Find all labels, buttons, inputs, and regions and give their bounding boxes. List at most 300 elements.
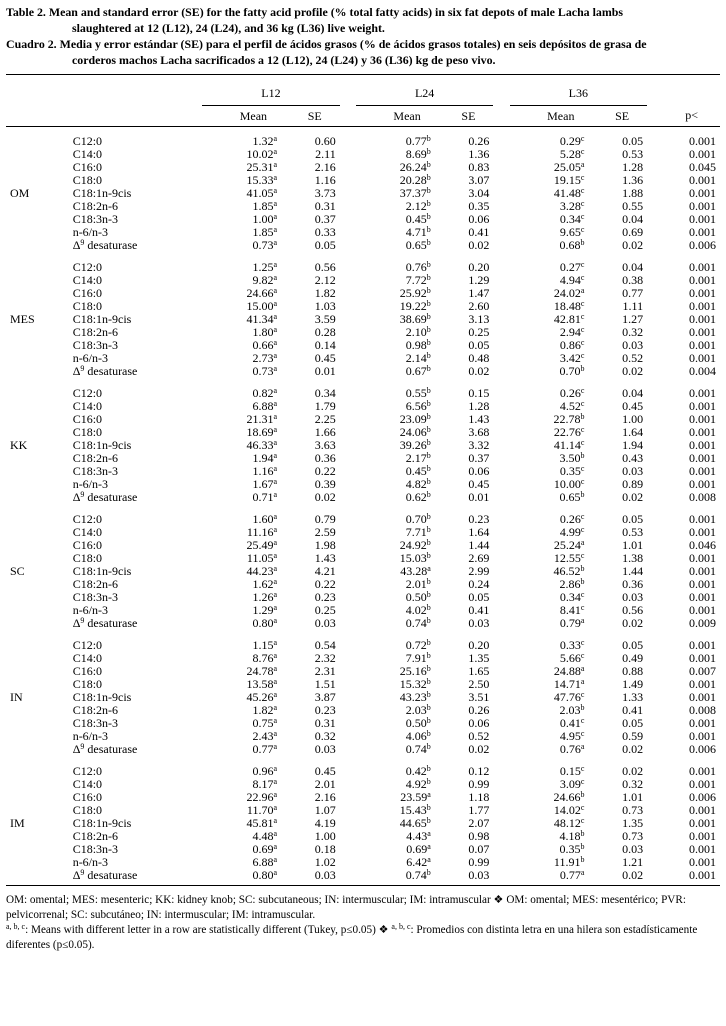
mean-number: 4.99 bbox=[559, 525, 581, 539]
p-value: 0.001 bbox=[689, 273, 716, 287]
mean-number: 1.80 bbox=[252, 325, 274, 339]
se-value-l3: 0.89 bbox=[622, 477, 644, 491]
significance-letter: c bbox=[580, 260, 585, 269]
significance-letter: a bbox=[580, 538, 585, 547]
se-value-l3: 0.52 bbox=[622, 351, 644, 365]
mean-number: 15.43 bbox=[399, 803, 427, 817]
se-value-l3: 1.33 bbox=[622, 690, 644, 704]
caption-en-cont bbox=[6, 20, 720, 36]
footnote-sig-superscript: a, b, c bbox=[6, 922, 26, 931]
p-value: 0.001 bbox=[689, 816, 716, 830]
significance-letter: c bbox=[580, 351, 585, 360]
mean-number: 5.66 bbox=[559, 651, 581, 665]
fatty-acid-name: n-6/n-3 bbox=[72, 603, 109, 617]
p-value: 0.001 bbox=[689, 260, 716, 274]
se-value-l3: 0.53 bbox=[622, 147, 644, 161]
mean-number: 8.69 bbox=[405, 147, 427, 161]
significance-letter: a bbox=[427, 842, 431, 851]
significance-letter: b bbox=[426, 464, 431, 473]
mean-number: 19.22 bbox=[399, 299, 427, 313]
significance-letter: b bbox=[426, 260, 431, 269]
se-value-l2: 1.18 bbox=[468, 790, 490, 804]
p-value: 0.001 bbox=[689, 312, 716, 326]
mean-number: 8.41 bbox=[559, 603, 581, 617]
mean-number: 0.69 bbox=[406, 842, 428, 856]
se-value-l3: 0.53 bbox=[622, 525, 644, 539]
mean-number: 42.81 bbox=[553, 312, 581, 326]
mean-number: 5.28 bbox=[559, 147, 581, 161]
significance-letter: a bbox=[273, 438, 278, 447]
significance-letter: a bbox=[273, 451, 278, 460]
significance-letter: a bbox=[273, 464, 278, 473]
depot-label-om: OM bbox=[10, 186, 30, 200]
fatty-acid-name: C16:0 bbox=[72, 412, 103, 426]
se-value-l2: 3.68 bbox=[468, 425, 490, 439]
mean-value-l3 bbox=[510, 365, 589, 378]
se-value-l2: 0.12 bbox=[468, 764, 490, 778]
significance-letter: c bbox=[580, 729, 585, 738]
mean-number: 22.78 bbox=[553, 412, 581, 426]
footnote-sig-line-2: son estadísticamente diferentes (p≤0.05). bbox=[6, 924, 698, 951]
significance-letter: b bbox=[426, 412, 431, 421]
se-value-l2: 1.64 bbox=[468, 525, 490, 539]
mean-number: 47.76 bbox=[553, 690, 581, 704]
significance-letter: b bbox=[580, 703, 585, 712]
se-value-l3: 0.56 bbox=[622, 603, 644, 617]
table-bottom-rule bbox=[6, 882, 720, 886]
fatty-acid-name: n-6/n-3 bbox=[72, 225, 109, 239]
table-row bbox=[6, 135, 720, 148]
table-row bbox=[6, 665, 720, 678]
se-value-l2: 1.77 bbox=[468, 803, 490, 817]
se-value-l2: 2.50 bbox=[468, 677, 490, 691]
mean-number: 0.33 bbox=[559, 638, 581, 652]
se-value-l2: 1.43 bbox=[468, 412, 490, 426]
p-value: 0.001 bbox=[689, 464, 716, 478]
p-value: 0.004 bbox=[689, 364, 716, 378]
significance-letter: a bbox=[427, 564, 431, 573]
se-value-l3: 0.02 bbox=[622, 616, 644, 630]
se-value-l3: 1.94 bbox=[622, 438, 644, 452]
mean-number: 1.25 bbox=[252, 260, 274, 274]
significance-letter: a bbox=[273, 260, 278, 269]
mean-number: 1.29 bbox=[252, 603, 274, 617]
se-value-l1: 1.79 bbox=[314, 399, 336, 413]
se-value-l2: 0.99 bbox=[468, 855, 490, 869]
significance-letter: c bbox=[580, 816, 585, 825]
mean-number: 7.71 bbox=[405, 525, 427, 539]
fatty-acid-name: n-6/n-3 bbox=[72, 729, 109, 743]
se-value-l2: 0.02 bbox=[468, 238, 490, 252]
fatty-acid-name: C18:0 bbox=[72, 425, 103, 439]
p-value: 0.001 bbox=[689, 677, 716, 691]
significance-letter: a bbox=[273, 803, 278, 812]
mean-number: 24.06 bbox=[399, 425, 427, 439]
se-value-l3: 1.11 bbox=[622, 299, 644, 313]
se-value-l1: 0.02 bbox=[314, 490, 336, 504]
se-value-l1: 0.23 bbox=[314, 703, 336, 717]
p-value: 0.001 bbox=[689, 425, 716, 439]
mean-number: 9.65 bbox=[559, 225, 581, 239]
se-value-l3: 0.05 bbox=[622, 134, 644, 148]
se-value-l1: 0.22 bbox=[314, 577, 336, 591]
significance-letter: a bbox=[273, 386, 278, 395]
table-row bbox=[6, 161, 720, 174]
fatty-acid-name: C18:2n-6 bbox=[72, 199, 119, 213]
mean-number: 4.95 bbox=[559, 729, 581, 743]
se-value-l3: 0.36 bbox=[622, 577, 644, 591]
se-value-l3: 0.73 bbox=[622, 829, 644, 843]
mean-number: 0.45 bbox=[405, 464, 427, 478]
mean-number: 44.23 bbox=[246, 564, 274, 578]
p-value: 0.001 bbox=[689, 512, 716, 526]
significance-letter: a bbox=[273, 425, 278, 434]
se-value-l2: 1.28 bbox=[468, 399, 490, 413]
se-value-l2: 0.20 bbox=[468, 638, 490, 652]
significance-letter: a bbox=[273, 399, 278, 408]
mean-number: 0.27 bbox=[559, 260, 581, 274]
se-value-l2: 3.13 bbox=[468, 312, 490, 326]
p-value: 0.001 bbox=[689, 286, 716, 300]
mean-number: 0.73 bbox=[252, 238, 274, 252]
se-value-l1: 1.51 bbox=[314, 677, 336, 691]
mean-number: 4.94 bbox=[559, 273, 581, 287]
significance-letter: a bbox=[273, 173, 278, 182]
fatty-acid-label bbox=[69, 239, 202, 252]
table-row bbox=[6, 387, 720, 400]
mean-number: 3.50 bbox=[559, 451, 581, 465]
se-value-l3: 0.02 bbox=[622, 868, 644, 882]
table-footnotes bbox=[6, 893, 720, 953]
se-value-l3: 0.03 bbox=[622, 338, 644, 352]
se-value-l2: 0.03 bbox=[468, 616, 490, 630]
p-value: 0.001 bbox=[689, 651, 716, 665]
significance-letter: b bbox=[426, 677, 431, 686]
se-value-l3: 0.38 bbox=[622, 273, 644, 287]
p-value: 0.001 bbox=[689, 803, 716, 817]
significance-letter: b bbox=[426, 525, 431, 534]
table-row bbox=[6, 526, 720, 539]
se-value-l3: 0.59 bbox=[622, 729, 644, 743]
significance-letter: a bbox=[273, 477, 278, 486]
se-value-l2: 0.03 bbox=[468, 868, 490, 882]
table-row bbox=[6, 778, 720, 791]
se-value-l2: 1.44 bbox=[468, 538, 490, 552]
table-row bbox=[6, 717, 720, 730]
mean-number: 0.41 bbox=[559, 716, 581, 730]
mean-number: 4.92 bbox=[405, 777, 427, 791]
p-value: 0.001 bbox=[689, 412, 716, 426]
se-value-l3: 0.41 bbox=[622, 703, 644, 717]
fatty-acid-name: Δ bbox=[72, 364, 81, 378]
se-value-l2: 3.07 bbox=[468, 173, 490, 187]
se-value-l1: 0.60 bbox=[314, 134, 336, 148]
se-value-l1: 1.66 bbox=[314, 425, 336, 439]
se-value-l3: 0.03 bbox=[622, 590, 644, 604]
significance-letter: a bbox=[273, 829, 278, 838]
se-value-l1: 0.03 bbox=[314, 616, 336, 630]
mean-number: 20.28 bbox=[399, 173, 427, 187]
significance-letter: b bbox=[580, 490, 585, 499]
se-value-l3: 0.55 bbox=[622, 199, 644, 213]
mean-number: 25.05 bbox=[553, 160, 581, 174]
p-value: 0.009 bbox=[689, 616, 716, 630]
significance-letter: a bbox=[273, 590, 278, 599]
mean-number: 0.74 bbox=[405, 868, 427, 882]
depot-label-mes: MES bbox=[10, 312, 35, 326]
significance-letter: c bbox=[580, 438, 585, 447]
significance-letter: b bbox=[580, 238, 585, 247]
mean-number: 2.03 bbox=[559, 703, 581, 717]
se-value-l3: 0.04 bbox=[622, 386, 644, 400]
significance-letter: a bbox=[427, 829, 431, 838]
mean-number: 0.34 bbox=[559, 212, 581, 226]
significance-letter: a bbox=[273, 703, 278, 712]
p-value: 0.001 bbox=[689, 134, 716, 148]
significance-letter: a bbox=[273, 616, 278, 625]
group-separator bbox=[6, 378, 720, 387]
se-header-l12: SE bbox=[307, 108, 322, 123]
p-value: 0.001 bbox=[689, 338, 716, 352]
significance-letter: c bbox=[580, 690, 585, 699]
mean-value-l3 bbox=[510, 869, 589, 882]
mean-number: 25.16 bbox=[399, 664, 427, 678]
se-value-l3: 1.01 bbox=[622, 538, 644, 552]
table-row bbox=[6, 869, 720, 882]
fatty-acid-label bbox=[69, 617, 202, 630]
significance-letter: c bbox=[580, 273, 585, 282]
significance-letter: c bbox=[580, 651, 585, 660]
significance-letter: b bbox=[426, 364, 431, 373]
se-value-l2: 3.04 bbox=[468, 186, 490, 200]
se-value-l2: 0.45 bbox=[468, 477, 490, 491]
group-header-row bbox=[6, 85, 720, 106]
p-value: 0.001 bbox=[689, 638, 716, 652]
se-value-l1: 1.16 bbox=[314, 173, 336, 187]
significance-letter: b bbox=[426, 638, 431, 647]
se-value-l2: 0.01 bbox=[468, 490, 490, 504]
fatty-acid-name: C18:1n-9cis bbox=[72, 438, 132, 452]
se-value-l3: 0.04 bbox=[622, 260, 644, 274]
significance-letter: a bbox=[273, 664, 278, 673]
se-value-l1: 2.31 bbox=[314, 664, 336, 678]
significance-letter: b bbox=[426, 616, 431, 625]
significance-letter: c bbox=[580, 325, 585, 334]
significance-letter: a bbox=[273, 412, 278, 421]
group-separator bbox=[6, 756, 720, 765]
mean-value-l3 bbox=[510, 617, 589, 630]
significance-letter: c bbox=[580, 199, 585, 208]
mean-number: 2.01 bbox=[405, 577, 427, 591]
significance-letter: b bbox=[426, 338, 431, 347]
table-row bbox=[6, 652, 720, 665]
table-row bbox=[6, 465, 720, 478]
mean-number: 2.10 bbox=[405, 325, 427, 339]
se-value-l3: 1.01 bbox=[622, 790, 644, 804]
se-value-l2: 2.99 bbox=[468, 564, 490, 578]
significance-letter: c bbox=[580, 186, 585, 195]
mean-number: 41.48 bbox=[553, 186, 581, 200]
mean-number: 22.96 bbox=[246, 790, 274, 804]
se-value-l3: 0.88 bbox=[622, 664, 644, 678]
mean-number: 0.69 bbox=[252, 842, 274, 856]
se-value-l1: 0.03 bbox=[314, 742, 336, 756]
se-value-l2: 1.35 bbox=[468, 651, 490, 665]
mean-number: 0.42 bbox=[405, 764, 427, 778]
fatty-acid-superscript: 9 bbox=[80, 742, 85, 751]
mean-number: 4.52 bbox=[559, 399, 581, 413]
table-row bbox=[6, 339, 720, 352]
significance-letter: a bbox=[273, 525, 278, 534]
se-value-l3: 0.43 bbox=[622, 451, 644, 465]
se-value-l1: 0.25 bbox=[314, 603, 336, 617]
mean-number: 0.80 bbox=[252, 616, 274, 630]
mean-number: 1.15 bbox=[252, 638, 274, 652]
mean-number: 0.50 bbox=[405, 590, 427, 604]
significance-letter: a bbox=[273, 842, 278, 851]
mean-number: 4.18 bbox=[559, 829, 581, 843]
significance-letter: c bbox=[580, 777, 585, 786]
p-value: 0.006 bbox=[689, 790, 716, 804]
mean-number: 2.94 bbox=[559, 325, 581, 339]
mean-number: 0.50 bbox=[405, 716, 427, 730]
se-value-l1: 2.01 bbox=[314, 777, 336, 791]
p-value: 0.001 bbox=[689, 199, 716, 213]
significance-letter: b bbox=[426, 651, 431, 660]
significance-letter: b bbox=[426, 199, 431, 208]
mean-number: 24.78 bbox=[246, 664, 274, 678]
significance-letter: a bbox=[273, 338, 278, 347]
se-value-l3: 0.73 bbox=[622, 803, 644, 817]
p-value: 0.001 bbox=[689, 225, 716, 239]
p-value: 0.045 bbox=[689, 160, 716, 174]
significance-letter: b bbox=[426, 551, 431, 560]
mean-number: 45.26 bbox=[246, 690, 274, 704]
significance-letter: b bbox=[426, 664, 431, 673]
significance-letter: a bbox=[273, 286, 278, 295]
se-value-l3: 1.36 bbox=[622, 173, 644, 187]
se-value-l2: 0.37 bbox=[468, 451, 490, 465]
se-value-l2: 0.20 bbox=[468, 260, 490, 274]
mean-number: 21.31 bbox=[246, 412, 274, 426]
mean-number: 2.03 bbox=[405, 703, 427, 717]
fatty-acid-name: C18:2n-6 bbox=[72, 325, 119, 339]
se-value-l1: 1.03 bbox=[314, 299, 336, 313]
se-value-l2: 1.47 bbox=[468, 286, 490, 300]
significance-letter: b bbox=[426, 816, 431, 825]
se-value-l2: 3.51 bbox=[468, 690, 490, 704]
fatty-acid-name: C14:0 bbox=[72, 777, 103, 791]
table-row bbox=[6, 213, 720, 226]
significance-letter: b bbox=[426, 134, 431, 143]
se-value-l3: 1.38 bbox=[622, 551, 644, 565]
significance-letter: a bbox=[273, 512, 278, 521]
significance-letter: c bbox=[580, 299, 585, 308]
significance-letter: c bbox=[580, 338, 585, 347]
table-row bbox=[6, 148, 720, 161]
se-value-l2: 1.65 bbox=[468, 664, 490, 678]
significance-letter: b bbox=[580, 829, 585, 838]
significance-letter: b bbox=[426, 186, 431, 195]
mean-number: 0.75 bbox=[252, 716, 274, 730]
mean-number: 0.34 bbox=[559, 590, 581, 604]
significance-letter: a bbox=[273, 816, 278, 825]
mean-number: 0.70 bbox=[405, 512, 427, 526]
significance-letter: a bbox=[273, 868, 278, 877]
se-value-l3: 0.49 bbox=[622, 651, 644, 665]
se-value-l1: 1.02 bbox=[314, 855, 336, 869]
se-value-l2: 2.69 bbox=[468, 551, 490, 565]
p-value: 0.001 bbox=[689, 829, 716, 843]
mean-number: 25.49 bbox=[246, 538, 274, 552]
fatty-acid-name: C18:1n-9cis bbox=[72, 816, 132, 830]
mean-number: 0.26 bbox=[559, 386, 581, 400]
significance-letter: b bbox=[580, 855, 585, 864]
se-value-l1: 0.23 bbox=[314, 590, 336, 604]
mean-number: 46.33 bbox=[246, 438, 274, 452]
significance-letter: a bbox=[273, 351, 278, 360]
mean-number: 10.02 bbox=[246, 147, 274, 161]
significance-letter: a bbox=[273, 186, 278, 195]
se-value-l1: 1.07 bbox=[314, 803, 336, 817]
mean-number: 7.91 bbox=[405, 651, 427, 665]
mean-number: 8.17 bbox=[252, 777, 274, 791]
mean-number: 0.55 bbox=[405, 386, 427, 400]
fatty-acid-name: C18:2n-6 bbox=[72, 829, 119, 843]
mean-number: 2.43 bbox=[252, 729, 274, 743]
mean-number: 0.74 bbox=[405, 742, 427, 756]
caption-es-label: Cuadro 2. bbox=[6, 37, 57, 51]
significance-letter: a bbox=[273, 651, 278, 660]
mean-number: 0.62 bbox=[405, 490, 427, 504]
se-value-l1: 0.18 bbox=[314, 842, 336, 856]
mean-number: 15.33 bbox=[246, 173, 274, 187]
significance-letter: c bbox=[580, 386, 585, 395]
se-value-l1: 0.28 bbox=[314, 325, 336, 339]
mean-number: 0.26 bbox=[559, 512, 581, 526]
se-value-l3: 0.05 bbox=[622, 512, 644, 526]
se-value-l1: 2.16 bbox=[314, 790, 336, 804]
se-value-l2: 0.02 bbox=[468, 364, 490, 378]
significance-letter: a bbox=[273, 551, 278, 560]
significance-letter: c bbox=[580, 525, 585, 534]
p-value: 0.001 bbox=[689, 299, 716, 313]
significance-letter: b bbox=[426, 690, 431, 699]
mean-number: 0.70 bbox=[559, 364, 581, 378]
mean-number: 24.66 bbox=[553, 790, 581, 804]
fatty-acid-name: C14:0 bbox=[72, 525, 103, 539]
significance-letter: c bbox=[580, 716, 585, 725]
mean-value-l2 bbox=[356, 491, 435, 504]
significance-letter: a bbox=[580, 664, 585, 673]
fatty-acid-name: Δ bbox=[72, 490, 81, 504]
se-value-l1: 0.03 bbox=[314, 868, 336, 882]
significance-letter: b bbox=[580, 564, 585, 573]
fatty-acid-superscript: 9 bbox=[80, 490, 85, 499]
significance-letter: c bbox=[580, 803, 585, 812]
mean-number: 4.48 bbox=[252, 829, 274, 843]
fatty-acid-label bbox=[69, 491, 202, 504]
footnote-abbr-line-1: OM: omental; MES: mesenteric; KK: kidney knob; SC: subcutaneous; IN: intermuscular; IM: intramuscular ❖ OM: omental; MES: bbox=[6, 894, 599, 906]
mean-number: 23.59 bbox=[400, 790, 428, 804]
significance-letter: a bbox=[580, 677, 585, 686]
mean-header-l36: Mean bbox=[547, 108, 575, 123]
fatty-acid-name: C16:0 bbox=[72, 538, 103, 552]
se-value-l3: 1.49 bbox=[622, 677, 644, 691]
p-value: 0.001 bbox=[689, 399, 716, 413]
se-value-l2: 2.60 bbox=[468, 299, 490, 313]
mean-number: 39.26 bbox=[399, 438, 427, 452]
